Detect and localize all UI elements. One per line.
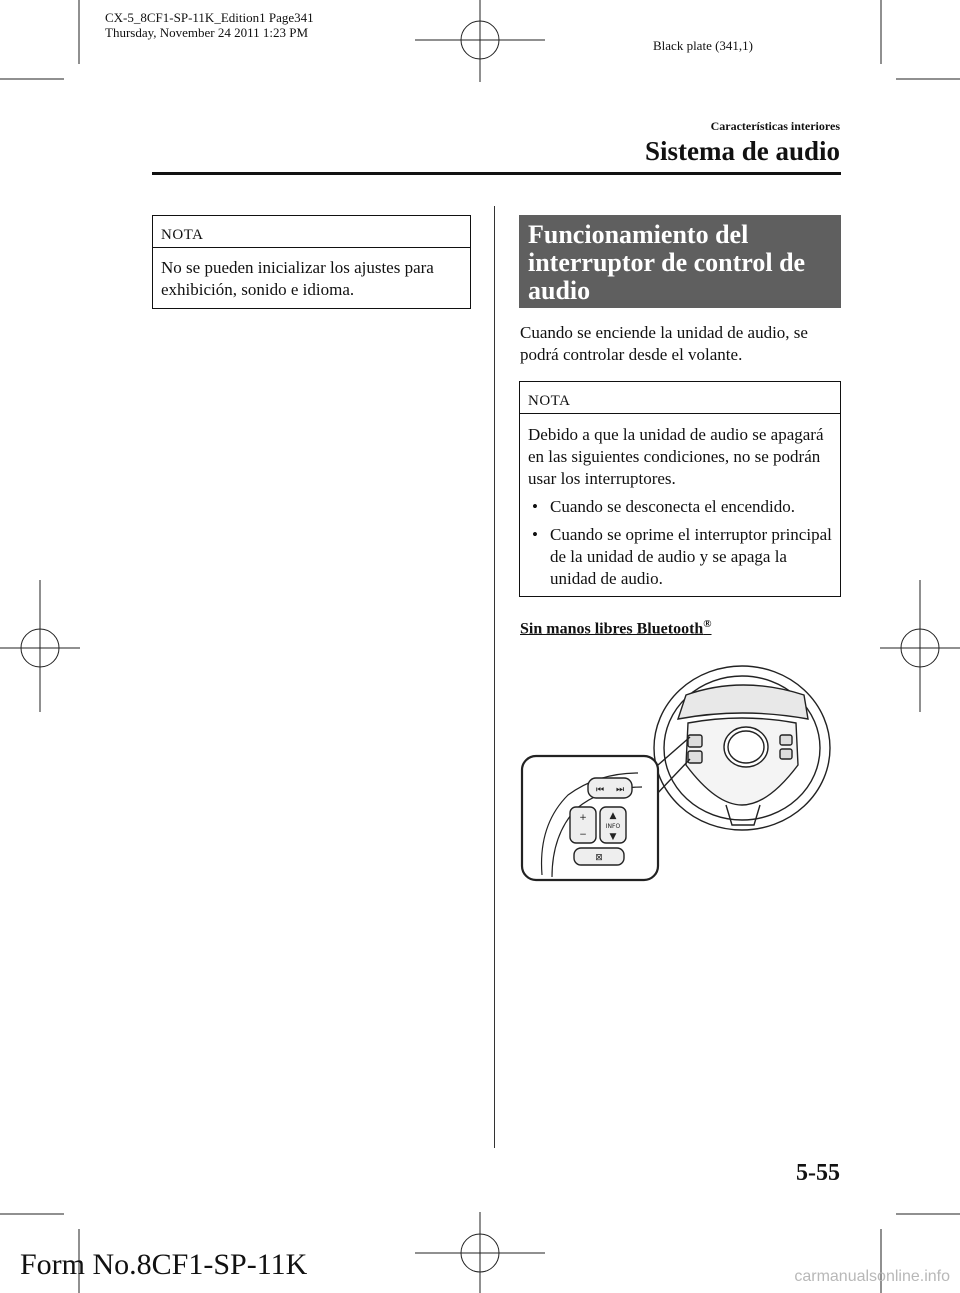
form-number: Form No.8CF1-SP-11K (20, 1248, 308, 1281)
mute-icon: ⊠ (595, 853, 603, 863)
note-heading: NOTA (153, 216, 470, 248)
info-button-label: INFO (605, 823, 621, 830)
subheading-text: Sin manos libres Bluetooth (520, 620, 704, 638)
volume-up-icon: + (579, 813, 587, 823)
watermark: carmanualsonline.info (794, 1268, 950, 1285)
bullet-icon: • (532, 497, 538, 516)
section-heading-bar: Funcionamiento del interruptor de control de audio (519, 215, 841, 308)
note-body (520, 414, 840, 600)
steering-wheel-illustration (518, 655, 840, 885)
list-item (528, 524, 834, 590)
plate-label: Black plate (341,1) (653, 38, 753, 53)
header-rule (152, 172, 841, 175)
note-box-right (519, 381, 841, 597)
file-line: CX-5_8CF1-SP-11K_Edition1 Page341 (105, 10, 314, 25)
list-item-text: Cuando se oprime el interruptor principal de la unidad de audio y se apaga la unidad de audio. (550, 525, 832, 588)
registered-mark: ® (703, 618, 712, 630)
note-box-left (152, 215, 471, 309)
seek-up-icon: ▲ (609, 811, 617, 821)
note-heading: NOTA (520, 382, 840, 414)
volume-down-icon: − (579, 830, 587, 840)
subheading (520, 618, 712, 638)
bullet-icon: • (532, 525, 538, 544)
section-title: Sistema de audio (644, 136, 840, 166)
note-text: No se pueden inicializar los ajustes para exhibición, sonido e idioma. (161, 258, 434, 299)
page-number: 5-55 (796, 1160, 840, 1186)
seek-down-icon: ▼ (609, 832, 617, 842)
section-small: Características interiores (710, 119, 840, 133)
intro-paragraph: Cuando se enciende la unidad de audio, se podrá controlar desde el volante. (520, 323, 808, 364)
list-item (528, 496, 834, 518)
next-track-icon: ⏭ (615, 785, 625, 795)
prev-track-icon: ⏮ (595, 785, 605, 795)
column-divider (494, 206, 495, 1148)
list-item-text: Cuando se desconecta el encendido. (550, 497, 795, 516)
date-line: Thursday, November 24 2011 1:23 PM (105, 25, 309, 40)
note-text: Debido a que la unidad de audio se apagará en las siguientes condiciones, no se podrán usar los interruptores. (528, 425, 824, 488)
